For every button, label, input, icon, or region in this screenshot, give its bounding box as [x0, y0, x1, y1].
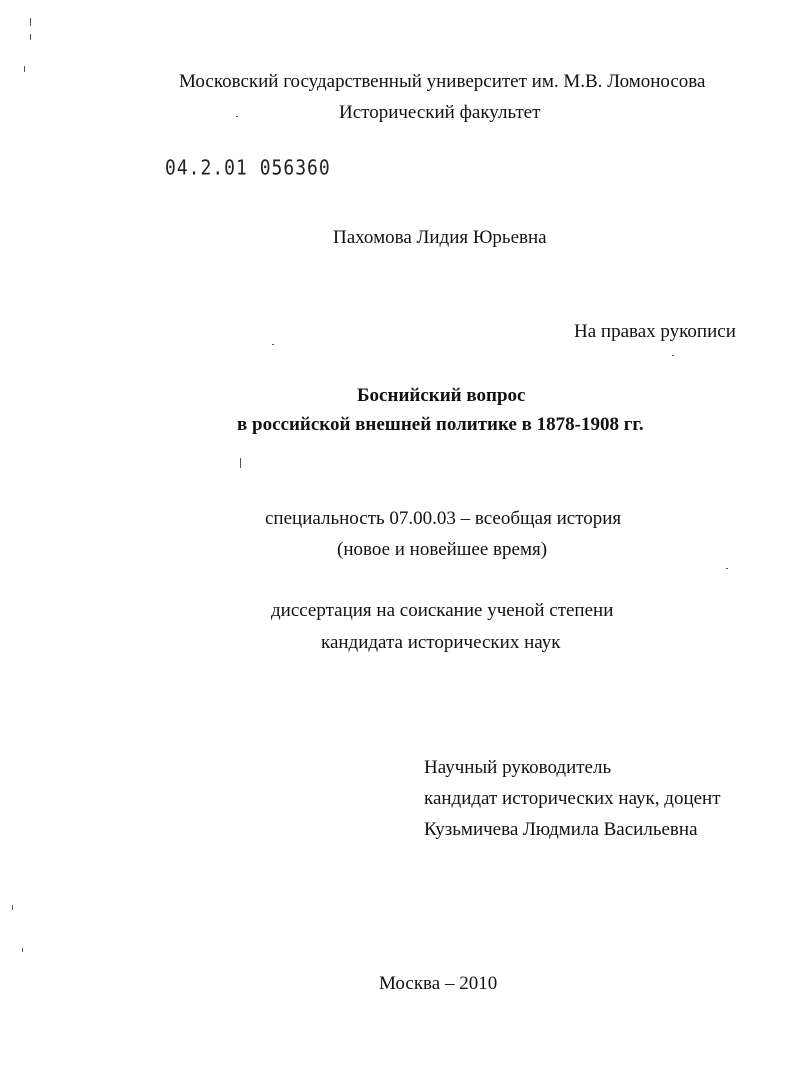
title-line-1: Боснийский вопрос	[357, 385, 526, 406]
author-name: Пахомова Лидия Юрьевна	[333, 227, 547, 248]
archive-stamp: 04.2.01 056360	[165, 156, 331, 181]
specialty-line-1: специальность 07.00.03 – всеобщая история	[265, 508, 622, 529]
scan-speck	[22, 948, 23, 952]
scan-speck	[726, 568, 728, 569]
scan-speck	[12, 905, 13, 910]
scan-speck	[30, 34, 31, 40]
specialty-line-2: (новое и новейшее время)	[337, 539, 548, 560]
supervisor-label: Научный руководитель	[424, 757, 612, 778]
scan-speck	[236, 116, 238, 117]
scan-speck	[24, 66, 25, 72]
title-line-2: в российской внешней политике в 1878-1908 гг.	[237, 414, 644, 435]
rights-note: На правах рукописи	[574, 321, 736, 342]
degree-line-1: диссертация на соискание ученой степени	[271, 600, 614, 621]
faculty-name: Исторический факультет	[339, 102, 541, 123]
degree-line-2: кандидата исторических наук	[321, 632, 561, 653]
scan-speck	[672, 355, 674, 356]
scan-speck	[240, 458, 241, 468]
university-name: Московский государственный университет им. М.В. Ломоносова	[179, 71, 706, 92]
scan-speck	[272, 344, 274, 345]
supervisor-credentials: кандидат исторических наук, доцент	[424, 788, 721, 809]
city-year: Москва – 2010	[379, 973, 498, 994]
scan-speck	[30, 18, 31, 26]
supervisor-name: Кузьмичева Людмила Васильевна	[424, 819, 698, 840]
